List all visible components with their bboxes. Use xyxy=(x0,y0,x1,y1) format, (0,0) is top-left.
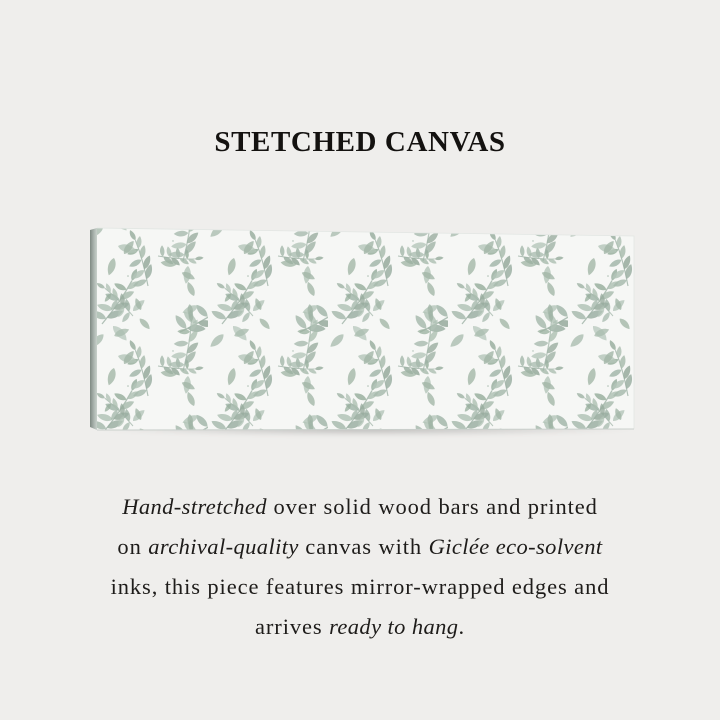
emphasis-hand-stretched: Hand-stretched xyxy=(122,494,267,519)
emphasis-ready-to-hang: ready to hang xyxy=(329,614,459,639)
canvas-side-edge xyxy=(90,228,97,430)
emphasis-giclee-eco-solvent: Giclée eco-solvent xyxy=(428,534,603,559)
canvas-print xyxy=(88,226,636,432)
description-text: on xyxy=(117,534,149,559)
description-text: . xyxy=(458,614,465,639)
description-line-3 xyxy=(40,567,680,607)
description-line-1 xyxy=(40,487,680,527)
description-text: canvas with xyxy=(298,534,429,559)
description-text: over solid wood bars and printed xyxy=(266,494,598,519)
description-line-4 xyxy=(40,607,680,647)
emphasis-archival-quality: archival-quality xyxy=(148,534,299,559)
page-title: STETCHED CANVAS xyxy=(214,126,506,158)
canvas-product-image xyxy=(88,226,636,432)
description-line-2 xyxy=(40,527,680,567)
description-text: arrives xyxy=(255,614,330,639)
product-description xyxy=(40,487,680,647)
description-text: inks, this piece features mirror-wrapped edges and xyxy=(110,574,610,599)
